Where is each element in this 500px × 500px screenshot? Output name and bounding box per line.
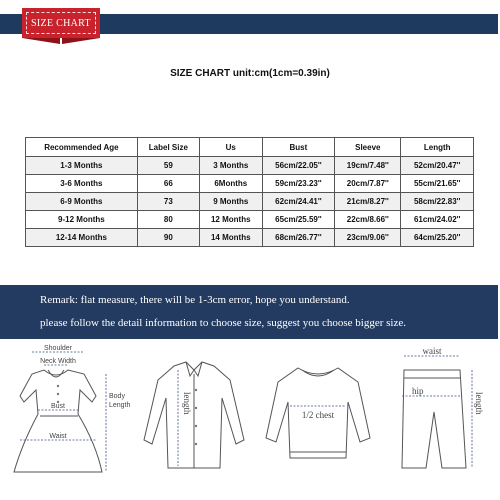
cell-bust: 59cm/23.23'' [262, 175, 335, 193]
label-body: Body [109, 393, 125, 400]
cell-length: 64cm/25.20'' [401, 229, 474, 247]
page-title: SIZE CHART unit:cm(1cm=0.39in) [170, 68, 330, 79]
cell-sleeve: 21cm/8.27'' [335, 193, 401, 211]
label-bust: Bust [50, 403, 66, 410]
cell-length: 61cm/24.02'' [401, 211, 474, 229]
cell-label-size: 66 [137, 175, 199, 193]
cell-length: 52cm/20.47'' [401, 157, 474, 175]
remark-line-2: please follow the detail information to choose size, suggest you choose bigger size. [40, 317, 406, 329]
cell-sleeve: 20cm/7.87'' [335, 175, 401, 193]
cell-bust: 62cm/24.41'' [262, 193, 335, 211]
label-waist: waist [422, 346, 442, 356]
label-hip: hip [412, 386, 424, 396]
cell-label-size: 59 [137, 157, 199, 175]
col-header-us: Us [199, 138, 262, 157]
label-half-chest: 1/2 chest [301, 410, 335, 420]
col-header-sleeve: Sleeve [335, 138, 401, 157]
size-chart-badge [22, 8, 100, 38]
label-shoulder: Shoulder [43, 345, 73, 352]
cell-sleeve: 22cm/8.66'' [335, 211, 401, 229]
cell-us: 14 Months [199, 229, 262, 247]
cell-length: 58cm/22.83'' [401, 193, 474, 211]
col-header-label-size: Label Size [137, 138, 199, 157]
size-table [25, 137, 474, 247]
cell-age: 3-6 Months [26, 175, 138, 193]
table-row [26, 157, 474, 175]
cell-length: 55cm/21.65'' [401, 175, 474, 193]
sweater-measure-diagram [256, 340, 380, 480]
table-row [26, 175, 474, 193]
shirt-measure-diagram [132, 340, 256, 480]
cell-us: 6Months [199, 175, 262, 193]
cell-age: 6-9 Months [26, 193, 138, 211]
cell-age: 12-14 Months [26, 229, 138, 247]
cell-age: 9-12 Months [26, 211, 138, 229]
table-header-row [26, 138, 474, 157]
badge-label: SIZE CHART [31, 17, 91, 29]
label-length: Length [109, 402, 131, 409]
label-waist: Waist [49, 433, 67, 440]
remark-banner [0, 285, 498, 339]
dress-measure-diagram [4, 340, 132, 480]
cell-label-size: 73 [137, 193, 199, 211]
cell-sleeve: 23cm/9.06'' [335, 229, 401, 247]
cell-age: 1-3 Months [26, 157, 138, 175]
badge-ribbon-tail [22, 38, 60, 44]
col-header-bust: Bust [262, 138, 335, 157]
col-header-length: Length [401, 138, 474, 157]
table-row [26, 211, 474, 229]
table-row [26, 229, 474, 247]
label-neck-width: Neck Width [40, 358, 76, 365]
label-length: length [474, 392, 484, 415]
label-length: length [182, 392, 192, 415]
badge-ribbon-tail [62, 38, 100, 44]
cell-us: 3 Months [199, 157, 262, 175]
cell-us: 12 Months [199, 211, 262, 229]
cell-bust: 56cm/22.05'' [262, 157, 335, 175]
pants-measure-diagram [380, 340, 498, 480]
cell-label-size: 80 [137, 211, 199, 229]
cell-sleeve: 19cm/7.48'' [335, 157, 401, 175]
cell-bust: 65cm/25.59'' [262, 211, 335, 229]
remark-line-1: Remark: flat measure, there will be 1-3cm error, hope you understand. [40, 294, 350, 306]
cell-label-size: 90 [137, 229, 199, 247]
cell-bust: 68cm/26.77'' [262, 229, 335, 247]
col-header-age: Recommended Age [26, 138, 138, 157]
cell-us: 9 Months [199, 193, 262, 211]
table-row [26, 193, 474, 211]
